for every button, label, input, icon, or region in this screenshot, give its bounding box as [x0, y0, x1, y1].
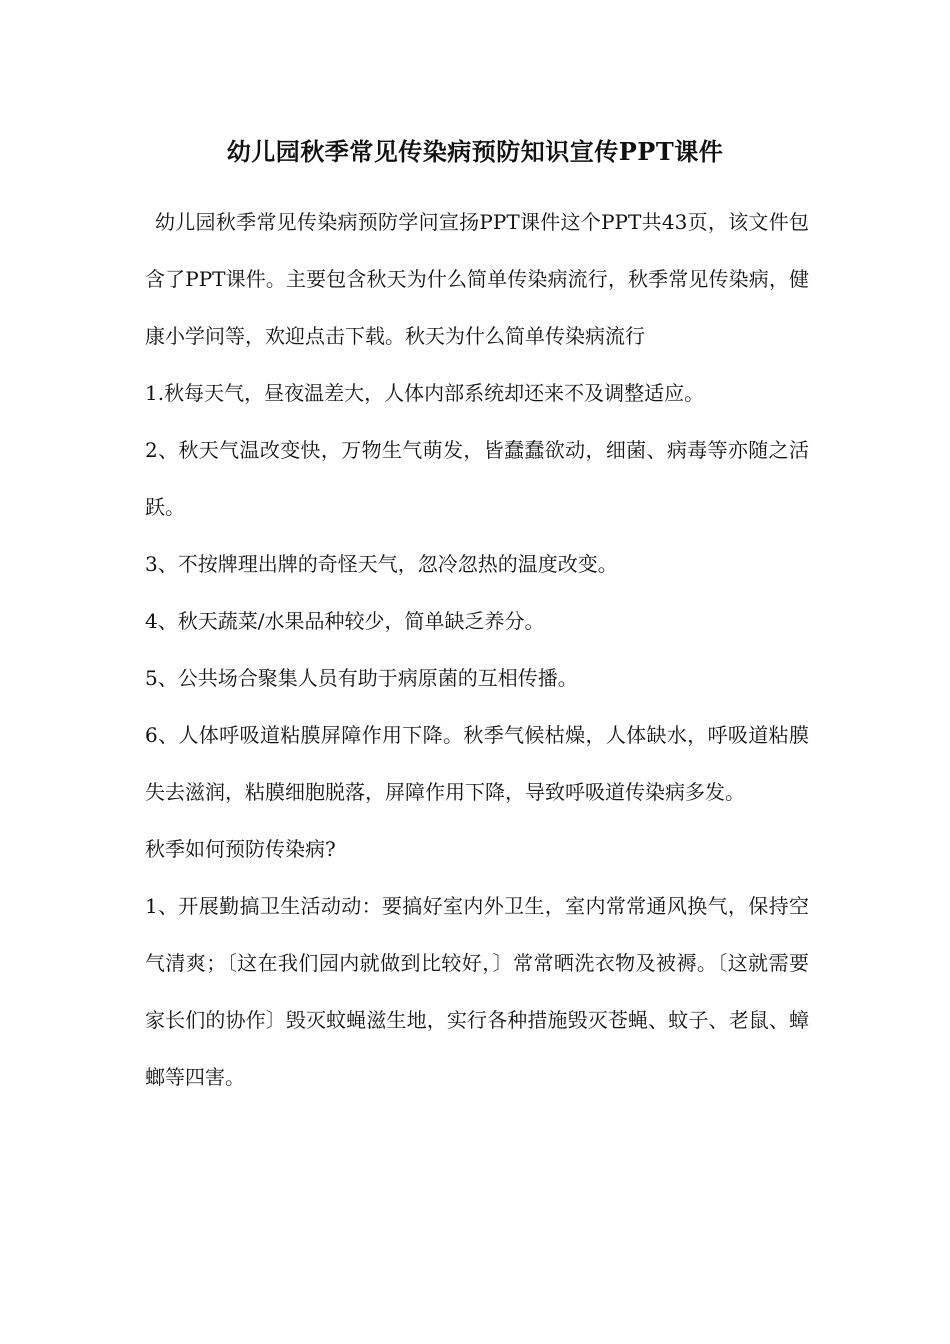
intro-paragraph: 幼儿园秋季常见传染病预防学问宣扬PPT课件这个PPT共43页，该文件包含了PPT课件。主要包含秋天为什么简单传染病流行，秋季常见传染病，健康小学问等，欢迎点击下载。秋天为什么简单传染病流行	[145, 210, 809, 348]
reason-item-3: 3、不按牌理出牌的奇怪天气，忽冷忽热的温度改变。	[145, 552, 618, 576]
document-title: 幼儿园秋季常见传染病预防知识宣传PPT课件	[226, 137, 724, 166]
document-body	[145, 194, 809, 1106]
reason-item-5: 5、公共场合聚集人员有助于病原菌的互相传播。	[145, 666, 578, 690]
prevention-item-1: 1、开展勤搞卫生活动动：要搞好室内外卫生，室内常常通风换气，保持空气清爽；〔这在我们园内就做到比较好，〕常常晒洗衣物及被褥。〔这就需要家长们的协作〕毁灭蚊蝇滋生地，实行各种措施毁灭苍蝇、蚊子、老鼠、蟑螂等四害。	[145, 894, 809, 1089]
reason-item-1: 1.秋每天气，昼夜温差大，人体内部系统却还来不及调整适应。	[145, 381, 705, 405]
section-heading-prevention: 秋季如何预防传染病?	[145, 837, 336, 861]
reason-item-4: 4、秋天蔬菜/水果品种较少，简单缺乏养分。	[145, 609, 545, 633]
reason-item-2: 2、秋天气温改变快，万物生气萌发，皆蠢蠢欲动，细菌、病毒等亦随之活跃。	[145, 438, 809, 519]
reason-item-6: 6、人体呼吸道粘膜屏障作用下降。秋季气候枯燥，人体缺水，呼吸道粘膜失去滋润，粘膜细胞脱落，屏障作用下降，导致呼吸道传染病多发。	[145, 723, 809, 804]
